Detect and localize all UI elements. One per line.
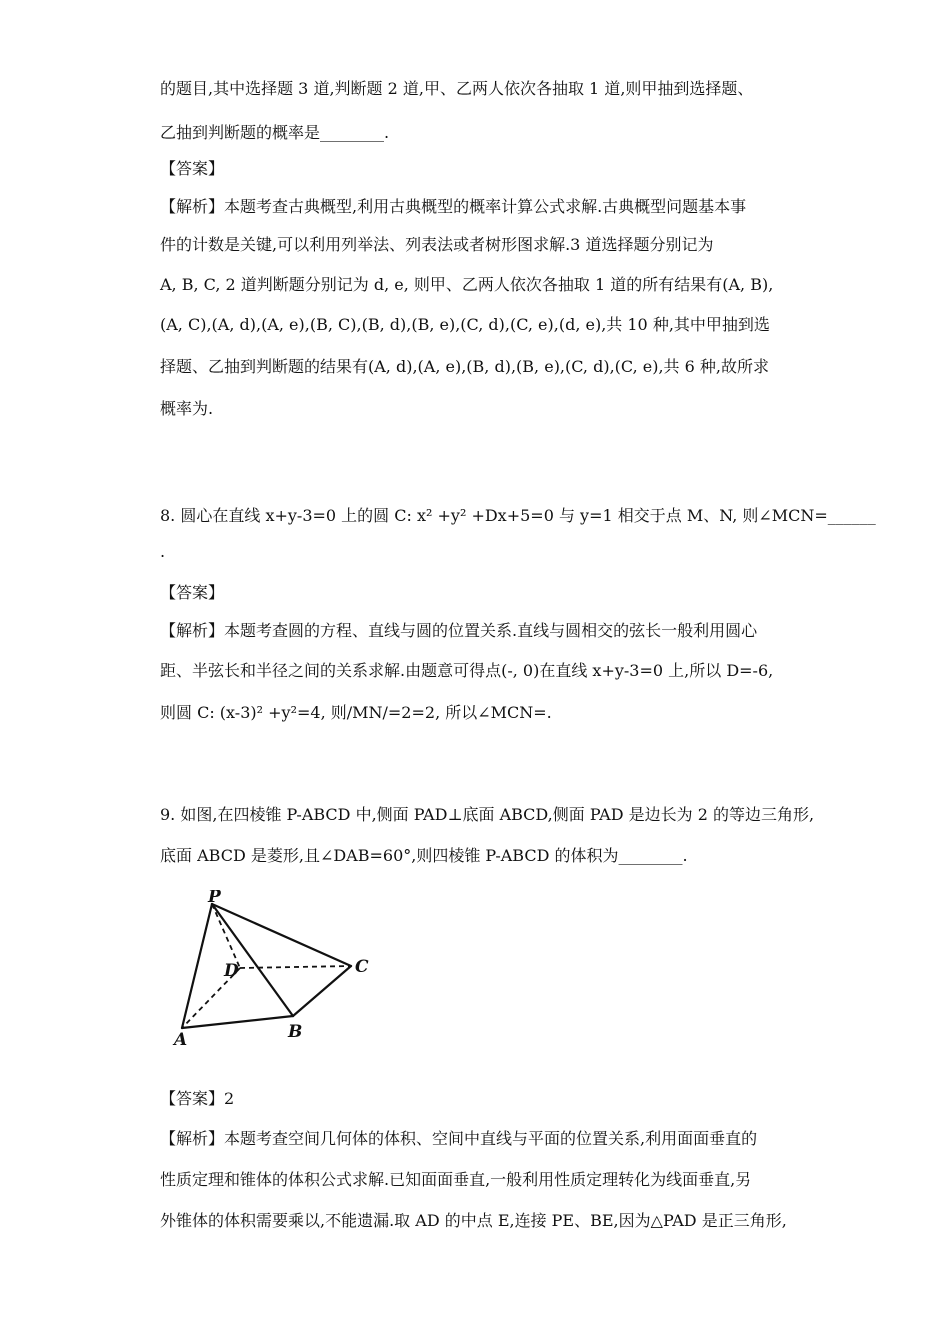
q8-answer-label: 【答案】 bbox=[160, 583, 225, 602]
q7-analysis-line-2: 件的计数是关键,可以利用列举法、列表法或者树形图求解.3 道选择题分别记为 bbox=[160, 235, 714, 254]
q8-stem-line-2: . bbox=[160, 542, 166, 561]
q7-analysis-line-1: 【解析】本题考查古典概型,利用古典概型的概率计算公式求解.古典概型问题基本事 bbox=[160, 197, 747, 216]
q8-analysis-line-2: 距、半弦长和半径之间的关系求解.由题意可得点(-, 0)在直线 x+y-3=0 上,所以 D=-6, bbox=[160, 661, 774, 680]
q9-answer-label: 【答案】2 bbox=[160, 1089, 235, 1108]
q7-analysis-line-6: 概率为. bbox=[160, 399, 214, 418]
q8-analysis-line-3: 则圆 C: (x-3)² +y²=4, 则/MN/=2=2, 所以∠MCN=. bbox=[160, 703, 552, 722]
edge-PB bbox=[212, 904, 293, 1016]
q7-answer-label: 【答案】 bbox=[160, 159, 225, 178]
pyramid-figure bbox=[166, 890, 386, 1050]
edge-PA bbox=[182, 904, 212, 1028]
q8-analysis-line-1: 【解析】本题考查圆的方程、直线与圆的位置关系.直线与圆相交的弦长一般利用圆心 bbox=[160, 621, 758, 640]
q9-analysis-line-3: 外锥体的体积需要乘以,不能遗漏.取 AD 的中点 E,连接 PE、BE,因为△PAD 是正三角形, bbox=[160, 1211, 787, 1230]
edge-AB bbox=[182, 1016, 293, 1028]
q7-analysis-line-4: (A, C),(A, d),(A, e),(B, C),(B, d),(B, e),(C, d),(C, e),(d, e),共 10 种,其中甲抽到选 bbox=[160, 315, 770, 334]
q8-stem-line-1: 8. 圆心在直线 x+y-3=0 上的圆 C: x² +y² +Dx+5=0 与 y=1 相交于点 M、N, 则∠MCN=______ bbox=[160, 506, 876, 525]
q7-analysis-line-5: 择题、乙抽到判断题的结果有(A, d),(A, e),(B, d),(B, e),(C, d),(C, e),共 6 种,故所求 bbox=[160, 357, 769, 376]
vertex-label-P: P bbox=[208, 890, 221, 907]
q7-stem-line-2: 乙抽到判断题的概率是________. bbox=[160, 123, 390, 142]
vertex-label-A: A bbox=[174, 1030, 188, 1050]
vertex-label-B: B bbox=[288, 1022, 303, 1042]
q9-analysis-line-1: 【解析】本题考查空间几何体的体积、空间中直线与平面的位置关系,利用面面垂直的 bbox=[160, 1129, 758, 1148]
edge-PC bbox=[212, 904, 351, 966]
vertex-label-D: D bbox=[224, 961, 239, 981]
edge-BC bbox=[293, 966, 351, 1016]
vertex-label-C: C bbox=[355, 957, 369, 977]
q9-stem-line-2: 底面 ABCD 是菱形,且∠DAB=60°,则四棱锥 P-ABCD 的体积为________. bbox=[160, 846, 688, 865]
q9-analysis-line-2: 性质定理和锥体的体积公式求解.已知面面垂直,一般利用性质定理转化为线面垂直,另 bbox=[160, 1170, 752, 1189]
q7-stem-line-1: 的题目,其中选择题 3 道,判断题 2 道,甲、乙两人依次各抽取 1 道,则甲抽到选择题、 bbox=[160, 79, 754, 98]
q7-analysis-line-3: A, B, C, 2 道判断题分别记为 d, e, 则甲、乙两人依次各抽取 1 道的所有结果有(A, B), bbox=[160, 275, 774, 294]
q9-stem-line-1: 9. 如图,在四棱锥 P-ABCD 中,侧面 PAD⊥底面 ABCD,侧面 PAD 是边长为 2 的等边三角形, bbox=[160, 805, 815, 824]
